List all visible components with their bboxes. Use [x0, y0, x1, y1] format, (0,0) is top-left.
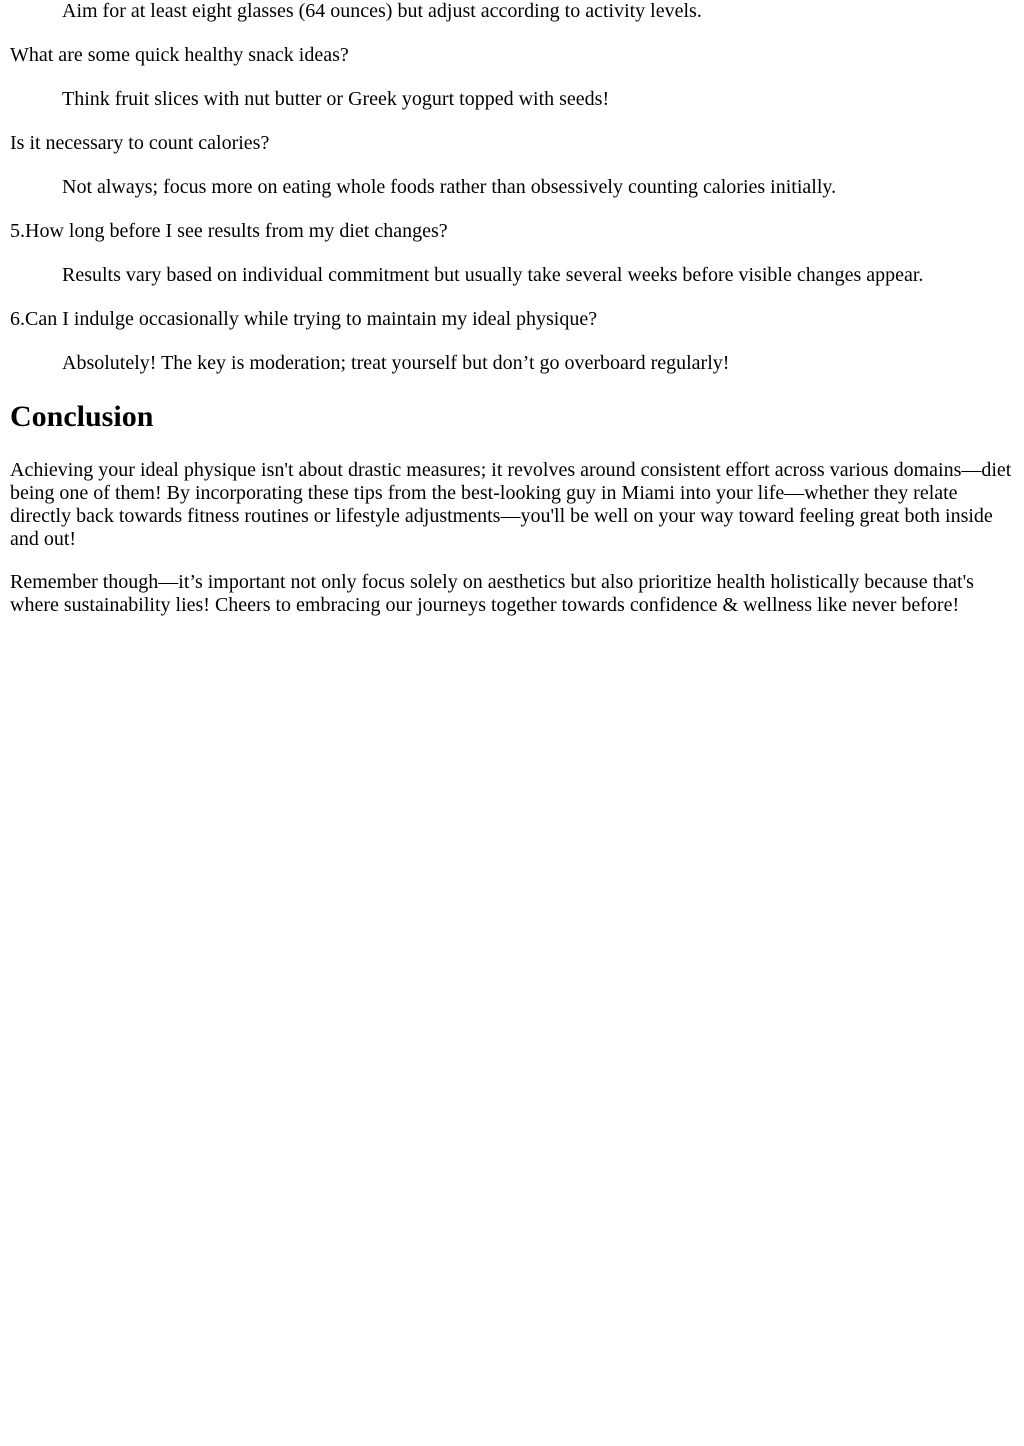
- faq-question-indulge: 6.Can I indulge occasionally while trying to maintain my ideal physique?: [10, 308, 598, 330]
- faq-answer-results: Results vary based on individual commitment but usually take several weeks before visible changes appear.: [62, 264, 924, 286]
- faq-question-results: 5.How long before I see results from my diet changes?: [10, 220, 448, 242]
- conclusion-paragraph: Remember though—it’s important not only focus solely on aesthetics but also prioritize health holistically because that's where sustainability lies! Cheers to embracing our journeys together towards confidence & wellness like never before!: [10, 571, 974, 616]
- faq-answer-calories: Not always; focus more on eating whole foods rather than obsessively counting calories initially.: [62, 176, 837, 198]
- conclusion-heading: Conclusion: [10, 400, 154, 433]
- faq-question-snacks: What are some quick healthy snack ideas?: [10, 44, 349, 66]
- faq-section: [10, 0, 1014, 375]
- article-page: [0, 0, 1024, 617]
- faq-question-calories: Is it necessary to count calories?: [10, 132, 270, 154]
- conclusion-paragraph: Achieving your ideal physique isn't about drastic measures; it revolves around consistent effort across various domains—diet being one of them! By incorporating these tips from the best-looking guy in Miami into your life—whether they relate directly back towards fitness routines or lifestyle adjustments—you'll be well on your way toward feeling great both inside and out!: [10, 459, 1012, 550]
- faq-answer-indulge: Absolutely! The key is moderation; treat yourself but don’t go overboard regularly!: [62, 352, 730, 374]
- faq-answer-snacks: Think fruit slices with nut butter or Greek yogurt topped with seeds!: [62, 88, 610, 110]
- faq-answer-hydration: Aim for at least eight glasses (64 ounces) but adjust according to activity levels.: [62, 0, 702, 22]
- conclusion-section: [10, 400, 1014, 617]
